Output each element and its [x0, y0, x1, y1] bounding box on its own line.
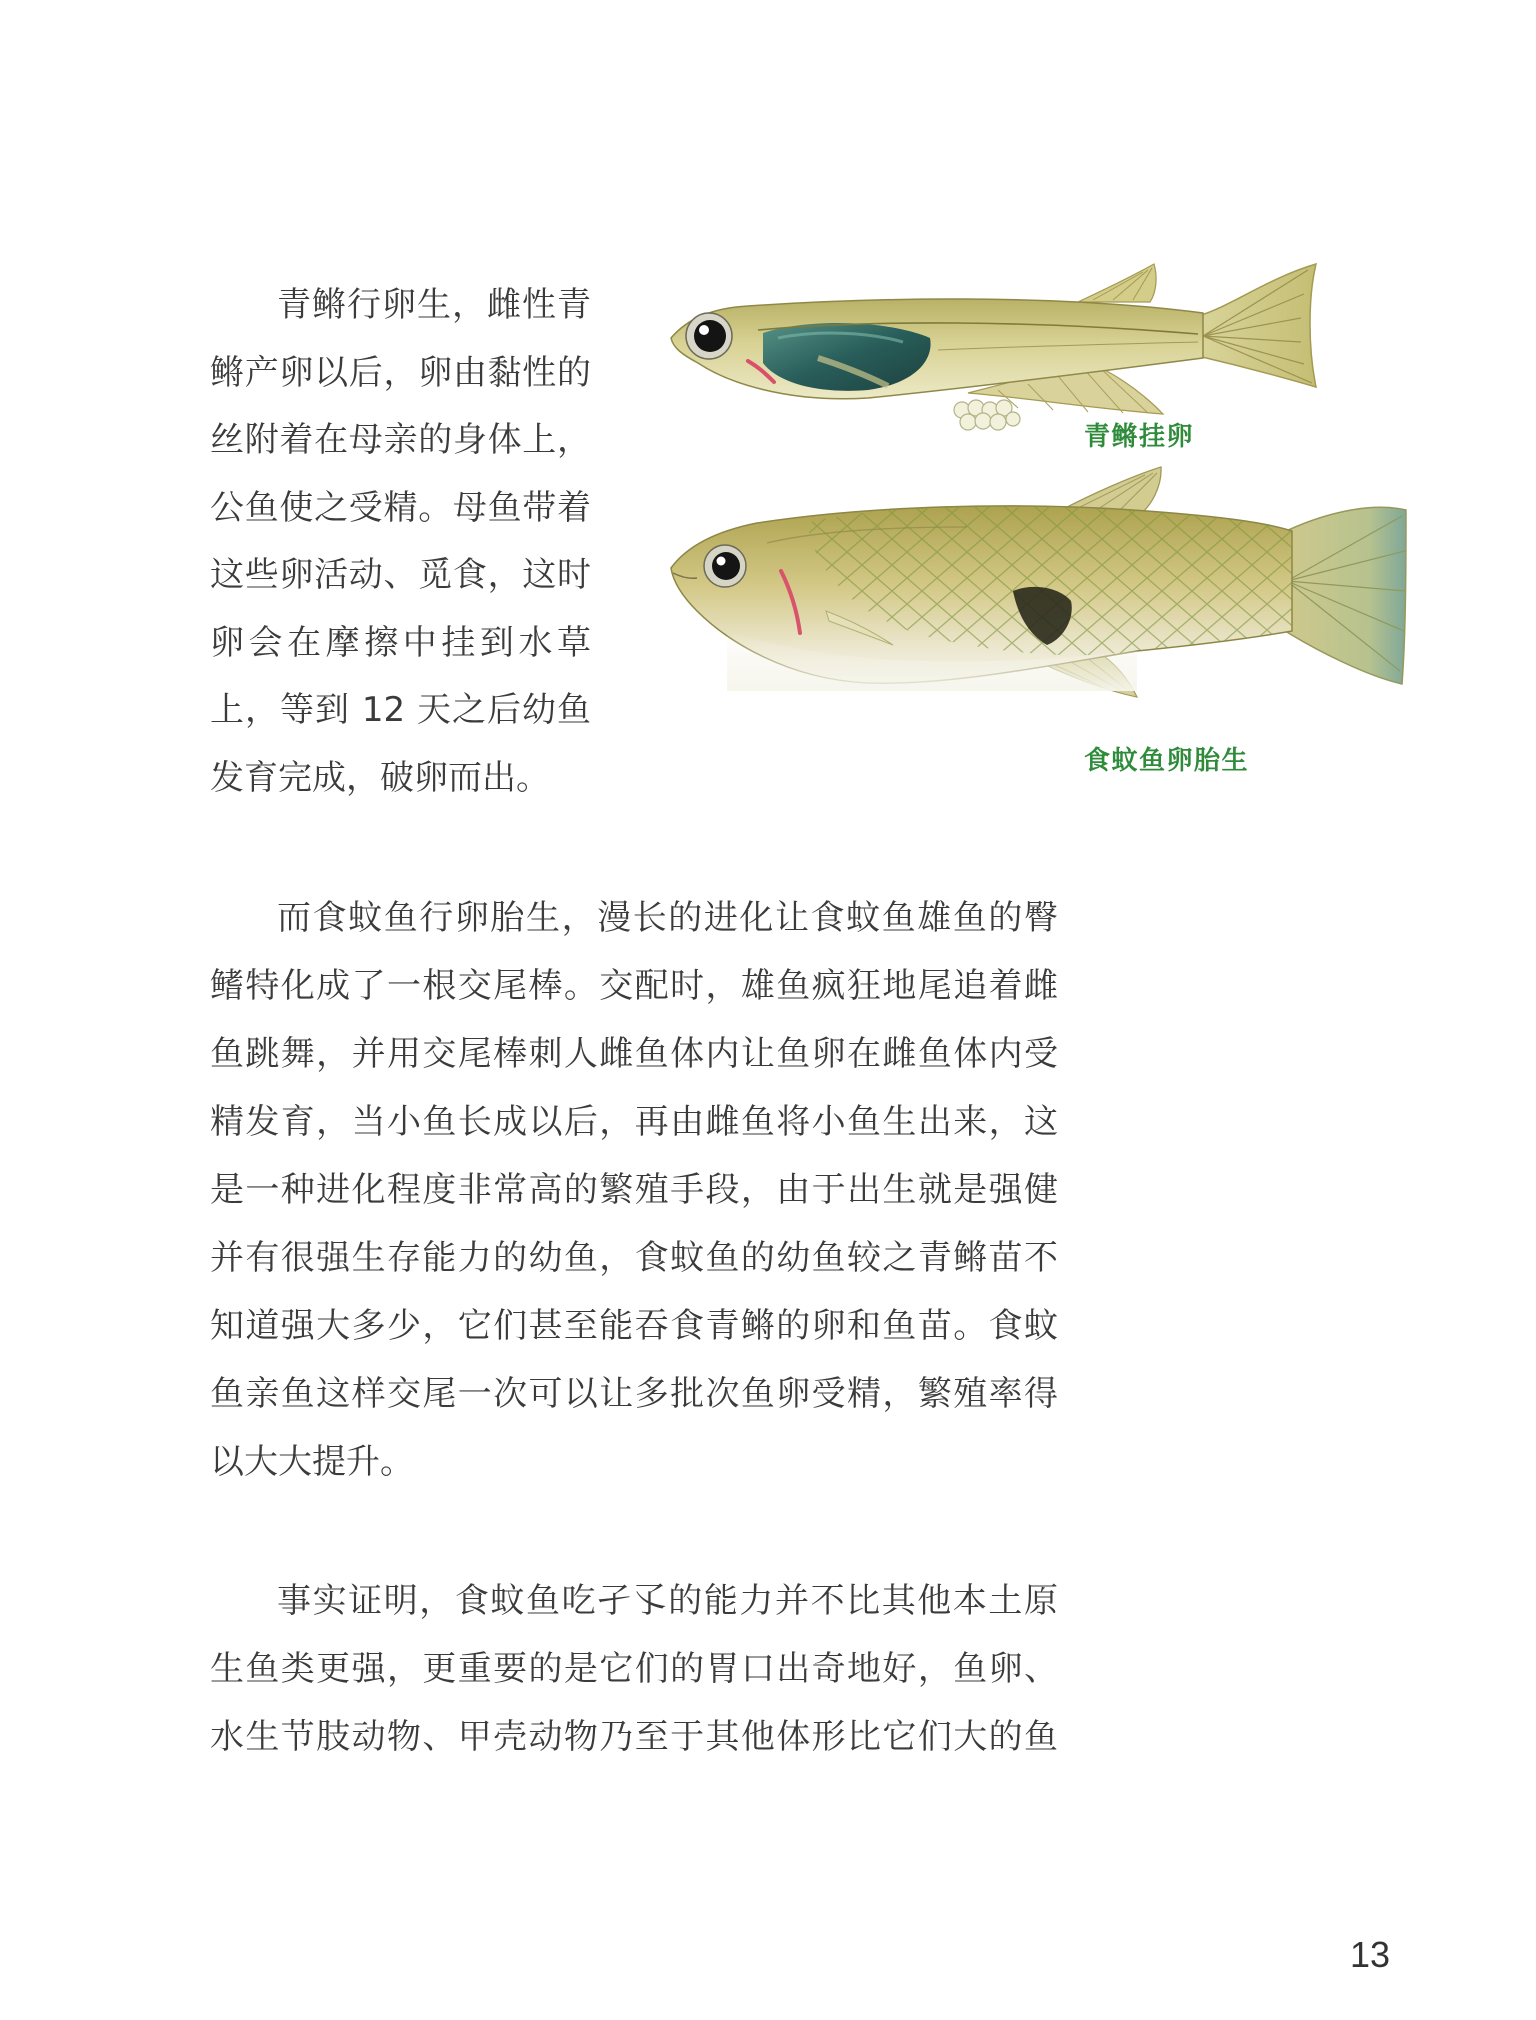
eye [686, 313, 732, 359]
text-line: 以大大提升。 [210, 1442, 414, 1482]
eye [704, 545, 746, 587]
fish-body [671, 506, 1292, 691]
paragraph-mosquitofish-viviparity [210, 884, 1058, 1496]
text-line: 是一种进化程度非常高的繁殖手段，由于出生就是强健 [210, 1170, 1058, 1210]
text-line: 事实证明，食蚊鱼吃孑孓的能力并不比其他本土原 [277, 1581, 1058, 1621]
text-line: 水生节肢动物、甲壳动物乃至于其他体形比它们大的鱼 [210, 1717, 1058, 1757]
text-line: 上，等到 12 天之后幼鱼 [210, 690, 591, 730]
text-line: 精发育，当小鱼长成以后，再由雌鱼将小鱼生出来，这 [210, 1102, 1058, 1142]
text-line: 并有很强生存能力的幼鱼，食蚊鱼的幼鱼较之青鳉苗不 [210, 1238, 1058, 1278]
mosquitofish-illustration [667, 461, 1407, 719]
page-number: 13 [1349, 1934, 1390, 1975]
figure-caption-mosquitofish: 食蚊鱼卵胎生 [1084, 746, 1250, 776]
figure-caption-medaka: 青鳉挂卵 [1084, 422, 1195, 452]
text-line: 发育完成，破卵而出。 [210, 757, 550, 798]
eggs-cluster [954, 400, 1020, 430]
tail-fin [1282, 507, 1406, 684]
text-line: 青鳉行卵生，雌性青 [277, 285, 591, 325]
dorsal-fin [1078, 264, 1156, 302]
text-line: 而食蚊鱼行卵胎生，漫长的进化让食蚊鱼雄鱼的臀 [277, 898, 1058, 938]
text-line: 鳉产卵以后，卵由黏性的 [210, 352, 591, 393]
text-line: 生鱼类更强，更重要的是它们的胃口出奇地好，鱼卵、 [210, 1649, 1058, 1689]
text-line: 这些卵活动、觅食，这时 [210, 555, 591, 595]
text-line: 鱼亲鱼这样交尾一次可以让多批次鱼卵受精，繁殖率得 [210, 1374, 1058, 1414]
tail-fin [1198, 264, 1316, 387]
text-line: 卵会在摩擦中挂到水草 [210, 622, 591, 663]
text-line: 鳍特化成了一根交尾棒。交配时，雄鱼疯狂地尾追着雌 [210, 966, 1058, 1006]
text-line: 丝附着在母亲的身体上， [210, 420, 591, 460]
text-line: 鱼跳舞，并用交尾棒刺人雌鱼体内让鱼卵在雌鱼体内受 [210, 1034, 1058, 1074]
paragraph-medaka-oviparity [210, 272, 591, 812]
text-line: 公鱼使之受精。母鱼带着 [210, 487, 591, 528]
medaka-with-eggs-illustration [668, 258, 1317, 439]
text-line: 知道强大多少，它们甚至能吞食青鳉的卵和鱼苗。食蚊 [210, 1306, 1058, 1346]
paragraph-mosquito-larvae-diet [210, 1567, 1058, 1771]
